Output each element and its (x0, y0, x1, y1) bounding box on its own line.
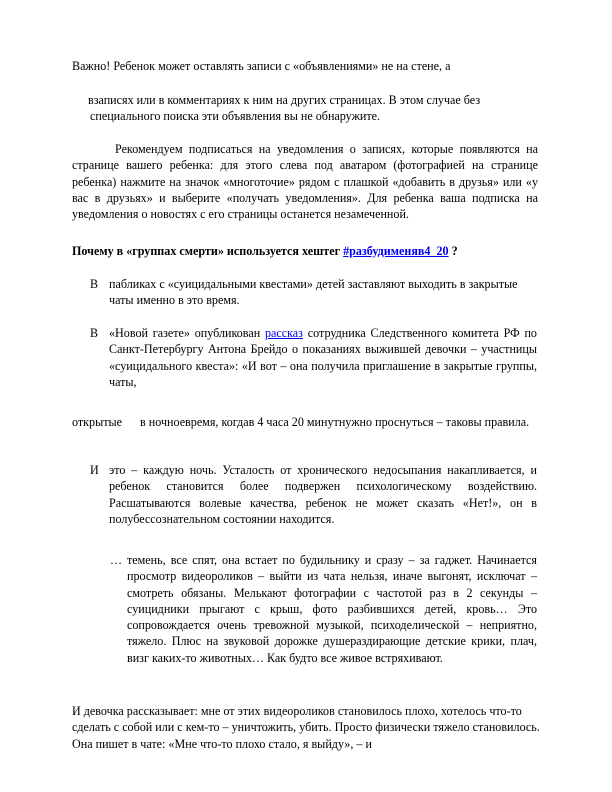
heading-suffix: ? (448, 244, 458, 258)
story-link[interactable]: рассказ (264, 326, 303, 340)
list-item-text: темень, все спят, она встает по будильнику и сразу – за гаджет. Начинается просмотр видеороликов – выйти из чата нельзя, иначе выгонят, исключат – смотреть обязаны. Мелькают фотографии с частотой раз в 2 секунды – суицидники прыгают с крыш, фото разбившихся детей, кровь… Это сопровождается очень тревожной музыкой, психоделической – неприятно, тяжело. Плюс на звуковой дорожке душераздирающие детские крики, плач, визг каких-то животных… Как будто все живое встряхивают. (127, 553, 537, 665)
list-item-text: пабликах с «суицидальными квестами» детей заставляют выходить в закрытые чаты именно в это время. (109, 277, 518, 308)
paragraph-story-continued: И девочка рассказывает: мне от этих видеороликов становилось плохо, хотелось что-то сделать с собой или с кем-то – уничтожить, убить. Просто физически тяжело становилось. Она пишет в чате: «Мне что-то плохо стало, я выйду», – и (72, 704, 540, 751)
paragraph-warning-intro: Важно! Ребенок может оставлять записи с «объявлениями» не на стене, а (72, 59, 451, 73)
hashtag-link[interactable]: #разбудименяв4_20 (343, 244, 449, 258)
list-marker: В (90, 326, 99, 340)
list-item-text-start: «Новой газете» опубликован (109, 326, 265, 340)
heading-text: Почему в «группах смерти» используется хештег (72, 244, 344, 258)
list-marker: В (90, 277, 99, 291)
list-marker: И (90, 463, 99, 477)
list-item-text: в ночноевремя, когдав 4 часа 20 минутнужно проснуться – таковы правила. (140, 415, 530, 429)
list-item-text (109, 325, 537, 390)
list-item-text-end: сотрудника Следственного комитета РФ по Санкт-Петербургу Антона Брейдо о показаниях выжившей девочки – участницы «суицидального квеста»: «И вот – она получила приглашение в закрытые группы, чаты, (109, 326, 537, 389)
paragraph-warning-continued: взаписях или в комментариях к ним на других страницах. В этом случае без специального поиска эти объявления вы не обнаружите. (88, 93, 481, 124)
section-heading (72, 243, 542, 259)
list-marker: открытые (72, 415, 122, 429)
list-item-text: это – каждую ночь. Усталость от хронического недосыпания накапливается, и ребенок становится более подвержен психологическому воздействию. Расшатываются волевые качества, ребенок не может сказать «Нет!», он в полубессознательном состоянии находится. (109, 463, 537, 526)
paragraph-recommendation: Рекомендуем подписаться на уведомления о записях, которые появляются на странице вашего ребенка: для этого слева под аватаром (фотографией на странице ребенка) нажмите на значок «многоточие» рядом с плашкой «добавить в друзья» или «у вас в друзьях» и выберите «получать уведомления». Для ребенка ваша подписка на уведомления о новостях с его страницы останется незамеченной. (72, 142, 538, 222)
list-marker: … (110, 553, 123, 567)
